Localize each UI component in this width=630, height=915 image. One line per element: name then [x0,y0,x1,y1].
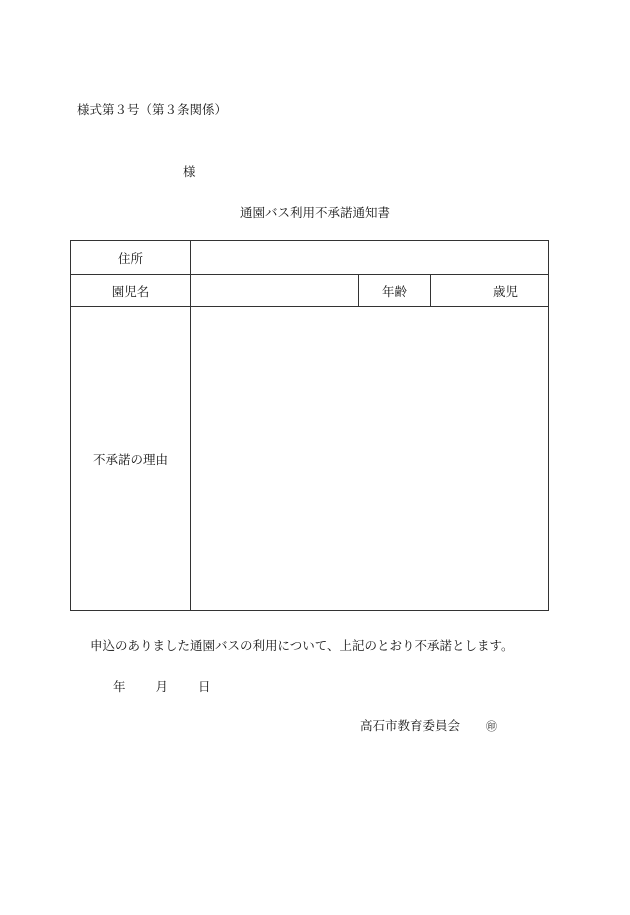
address-label: 住所 [117,250,143,266]
date-year: 年 [113,679,126,694]
date-month: 月 [155,679,168,694]
issuer-name: 高石市教育委員会 [360,718,461,733]
child-name-field[interactable] [191,275,358,306]
form-number: 様式第３号（第３条関係） [77,102,228,117]
notice-sentence: 申込のありました通園バスの利用について、上記のとおり不承諾とします。 [90,638,514,653]
address-field[interactable] [191,241,548,274]
age-label: 年齢 [381,283,407,299]
child-name-label: 園児名 [111,283,150,299]
date-line [113,677,210,695]
issuer-line [360,716,497,734]
notice-table [70,240,549,611]
seal-mark: ㊞ [486,720,498,733]
rejection-reason-label: 不承諾の理由 [92,451,168,467]
rejection-reason-field[interactable] [191,307,548,610]
document-title: 通園バス利用不承諾通知書 [239,205,390,220]
date-day: 日 [197,679,211,694]
recipient-honorific: 様 [183,164,196,179]
age-unit-label: 歳児 [492,283,518,299]
